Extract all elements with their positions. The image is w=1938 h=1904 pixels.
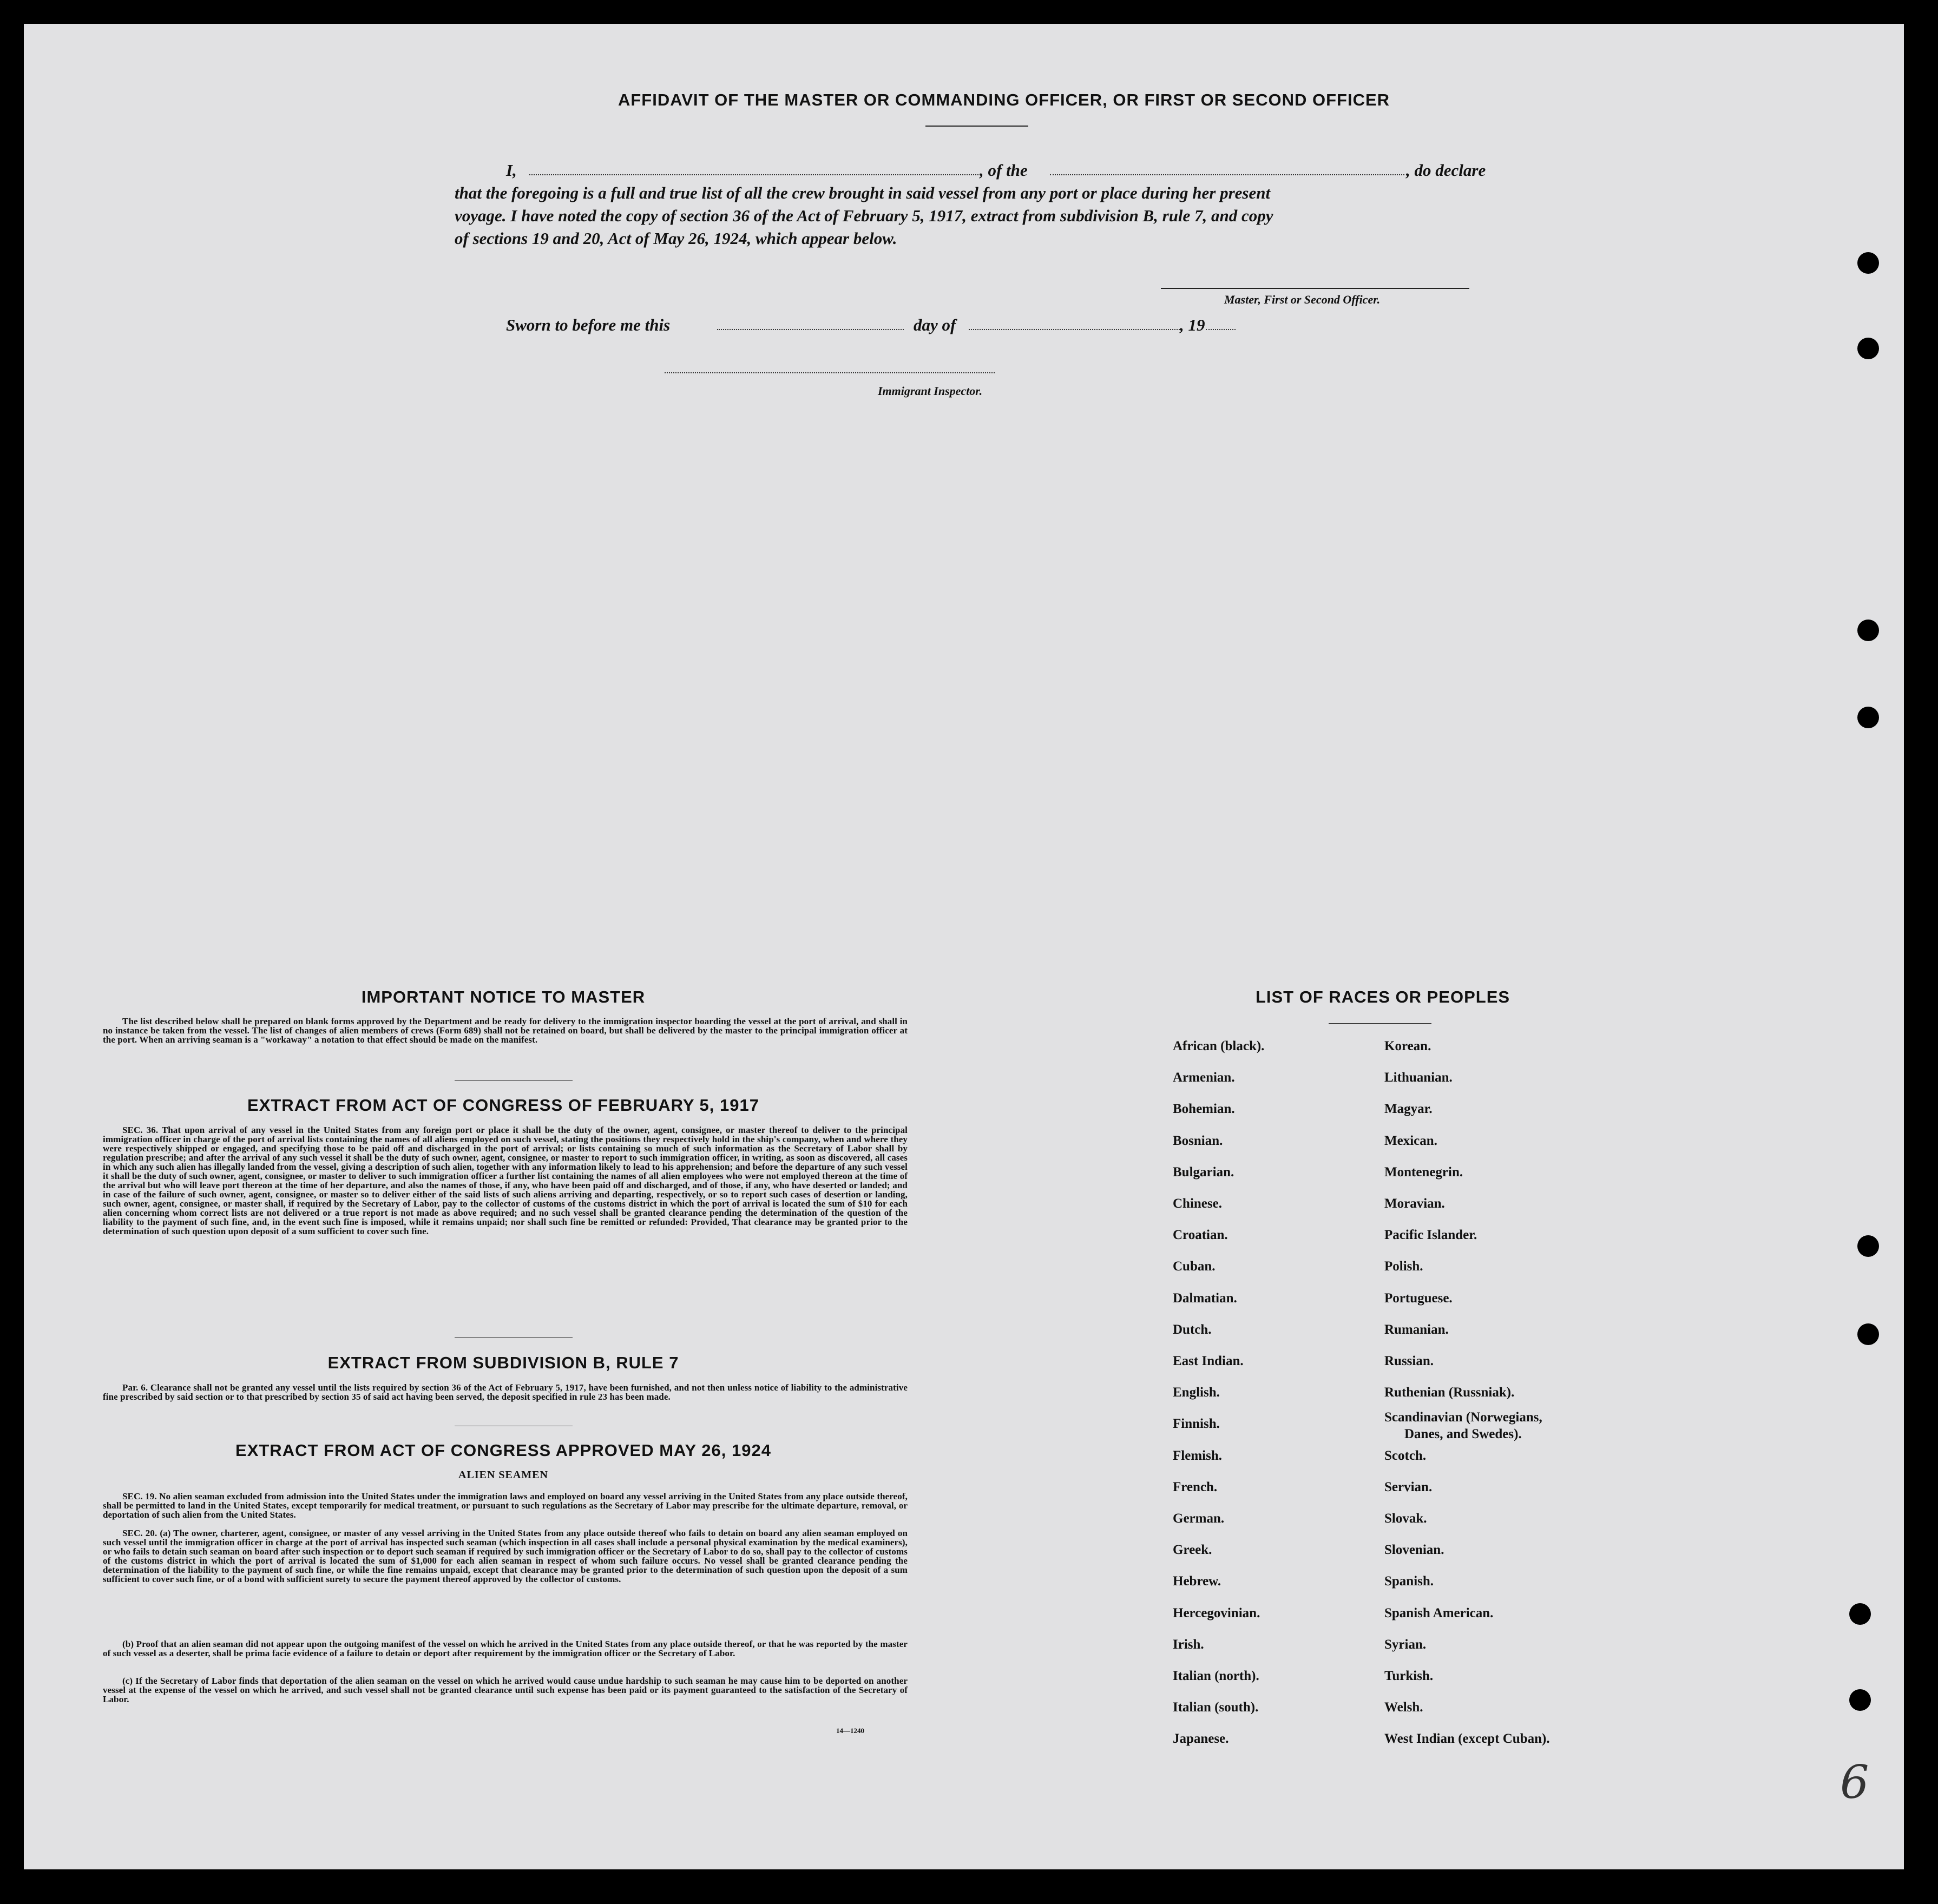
affidavit-do-declare: , do declare (1406, 161, 1486, 180)
race-item: German. (1173, 1511, 1225, 1526)
binder-hole-5 (1857, 1235, 1879, 1257)
races-underline (1329, 1023, 1431, 1024)
race-item: French. (1173, 1479, 1218, 1494)
race-item: Lithuanian. (1384, 1070, 1453, 1085)
race-item: Bohemian. (1173, 1102, 1235, 1117)
affidavit-i: I, (506, 161, 517, 180)
race-item: Croatian. (1173, 1228, 1228, 1243)
race-item: Polish. (1384, 1259, 1423, 1274)
binder-hole-4 (1857, 707, 1879, 728)
extract-1924-sec19: SEC. 19. No alien seaman excluded from admission into the United States under the immigration laws and employed on board any vessel arriving in the United States from any place outside thereof, shall be permitted to land in the United States, except temporarily for medical treatment, or pursuant to such regulations as the Secretary of Labor may prescribe for the ultimate departure, removal, or deportation of such alien from the United States. (103, 1491, 908, 1520)
extract-1917-body: SEC. 36. That upon arrival of any vessel in the United States from any foreign port or place it shall be the duty of the owner, agent, consignee, or master thereof to deliver to the principal immigration officer in charge of the port of arrival lists containing the names of all aliens employed on such vessel, stating the positions they respectively hold in the ship's company, when and where they were respectively shipped or engaged, and specifying those to be paid off and discharged in the port of arrival; or lists containing so much of such information as the Secretary of Labor shall by regulation prescribe; and after the arrival of any such vessel it shall be the duty of such owner, agent, consignee, or master to report to such immigration officer, in writing, as soon as discovered, all cases in which any such alien has illegally landed from the vessel, giving a description of such alien, together with any information likely to lead to his apprehension; and before the departure of any such vessel it shall be the duty of such owner, agent, consignee, or master to deliver to such immigration officer a further list containing the names of all alien employees who were not employed thereon at the time of the arrival but who will leave port thereon at the time of her departure, and also the names of those, if any, who have been paid off and discharged, and of those, if any, who have deserted or landed; and in case of the failure of such owner, agent, consignee, or master so to deliver either of the said lists of such aliens arriving and departing, respectively, or so to report such cases of desertion or landing, such owner, agent, consignee, or master shall, if required by the Secretary of Labor, pay to the collector of customs of the customs district in which the port of arrival is located the sum of $10 for each alien concerning whom correct lists are not delivered or a true report is not made as above required; and no such vessel shall be granted clearance pending the determination of the question of the liability to the payment of such fine, and, in the event such fine is imposed, while it remains unpaid; nor shall such fine be remitted or refunded: Provided, That clearance may be granted prior to the determination of such question upon deposit of a sum sufficient to cover such fine. (103, 1125, 908, 1236)
affidavit-title: AFFIDAVIT OF THE MASTER OR COMMANDING OFFICER, OR FIRST OR SECOND OFFICER (617, 90, 1390, 109)
race-item: Magyar. (1384, 1102, 1433, 1117)
race-item: Japanese. (1173, 1731, 1229, 1747)
race-item: Bulgarian. (1173, 1164, 1234, 1180)
race-item: Chinese. (1173, 1196, 1222, 1211)
race-item: Ruthenian (Russniak). (1384, 1385, 1515, 1400)
race-item: Turkish. (1384, 1669, 1434, 1683)
race-item: Servian. (1384, 1479, 1433, 1494)
race-item: Rumanian. (1384, 1322, 1449, 1337)
race-item: Moravian. (1384, 1196, 1445, 1211)
race-item: Italian (south). (1173, 1700, 1259, 1715)
race-item: Slovenian. (1384, 1543, 1444, 1558)
race-item: African (black). (1173, 1039, 1265, 1053)
master-signature-label: Master, First or Second Officer. (1224, 293, 1381, 306)
race-item: Hercegovinian. (1173, 1605, 1260, 1620)
document-page (24, 24, 1904, 1869)
binder-hole-3 (1857, 620, 1879, 641)
binder-hole-6 (1857, 1323, 1879, 1345)
race-item: Portuguese. (1384, 1290, 1453, 1306)
sworn-year: , 19 (1180, 315, 1205, 334)
race-item: Pacific Islander. (1384, 1228, 1477, 1243)
race-item: Armenian. (1173, 1070, 1235, 1085)
vessel-blank[interactable] (1050, 174, 1404, 175)
race-item: Bosnian. (1173, 1133, 1223, 1148)
race-item: Finnish. (1173, 1417, 1220, 1432)
race-item: Greek. (1173, 1543, 1212, 1558)
race-item: Mexican. (1384, 1133, 1437, 1148)
extract-1924-title: EXTRACT FROM ACT OF CONGRESS APPROVED MAY 26, 1924 (235, 1441, 771, 1460)
title-underline (925, 126, 1028, 127)
race-item: Spanish. (1384, 1574, 1434, 1589)
master-signature-line[interactable] (1161, 288, 1469, 289)
race-item: Korean. (1384, 1039, 1431, 1053)
handwritten-mark: 6 (1840, 1756, 1869, 1809)
race-item: Scotch. (1384, 1448, 1427, 1463)
race-item: Spanish American. (1384, 1605, 1494, 1620)
sworn-day-blank[interactable] (717, 329, 904, 330)
sworn-year-blank[interactable] (1206, 329, 1236, 330)
name-blank[interactable] (529, 174, 978, 175)
affidavit-line-4: of sections 19 and 20, Act of May 26, 1924, which appear below. (455, 229, 897, 248)
affidavit-line-3: voyage. I have noted the copy of section 36 of the Act of February 5, 1917, extract from subdivision B, rule 7, and copy (455, 206, 1273, 225)
extract-1924-sec20c: (c) If the Secretary of Labor finds that deportation of the alien seaman on the vessel on which he arrived would cause undue hardship to such seaman he may cause him to be deported on another vessel at the expense of the vessel on which he arrived, and such vessel shall not be granted clearance until such expense has been paid or its payment guaranteed to the satisfaction of the Secretary of Labor. (103, 1676, 908, 1704)
sworn-month-blank[interactable] (969, 329, 1180, 330)
race-item: English. (1173, 1385, 1220, 1400)
race-item: Scandinavian (Norwegians, (1384, 1410, 1542, 1425)
binder-hole-2 (1857, 338, 1879, 359)
races-title: LIST OF RACES OR PEOPLES (1255, 987, 1510, 1006)
affidavit-of-the: , of the (980, 161, 1028, 180)
race-item: Italian (north). (1173, 1669, 1259, 1683)
extract-1917-title: EXTRACT FROM ACT OF CONGRESS OF FEBRUARY 5, 1917 (247, 1096, 759, 1115)
extract-1924-sec20a: SEC. 20. (a) The owner, charterer, agent, consignee, or master of any vessel arriving in the United States from any place outside thereof who fails to detain on board any alien seaman employed on such vessel until the immigration officer in charge at the port of arrival has inspected such seaman (which inspection in all cases shall include a personal physical examination by the medical examiners), or who fails to detain such seaman on board after such inspection or to deport such seaman if required by such immigration officer or the Secretary of Labor to do so, shall pay to the collector of customs of the customs district in which the port of arrival is located the sum of $1,000 for each alien seaman in respect of whom such failure occurs. No vessel shall be granted clearance pending the determination of the liability to the payment of such fine, or while the fine remains unpaid, except that clearance may be granted prior to the determination of such question upon the deposit of a sum sufficient to cover such fine, or of a bond with sufficient surety to secure the payment thereof approved by the collector of customs. (103, 1528, 908, 1584)
race-item: Hebrew. (1173, 1574, 1221, 1589)
race-item: Irish. (1173, 1637, 1204, 1652)
race-item: West Indian (except Cuban). (1384, 1731, 1550, 1747)
notice-title: IMPORTANT NOTICE TO MASTER (361, 987, 646, 1006)
extract-rule7-title: EXTRACT FROM SUBDIVISION B, RULE 7 (327, 1353, 679, 1372)
race-item: Montenegrin. (1384, 1164, 1463, 1180)
race-item: Cuban. (1173, 1259, 1216, 1274)
extract-1924-sec20b: (b) Proof that an alien seaman did not appear upon the outgoing manifest of the vessel on which he arrived in the United States from any place outside thereof, or that he was reported by the master of such vessel as a deserter, shall be prima facie evidence of a failure to detain or deport after requirement by the immigration officer or the Secretary of Labor. (103, 1639, 908, 1658)
race-item: Welsh. (1384, 1700, 1423, 1715)
affidavit-line-2: that the foregoing is a full and true list of all the crew brought in said vessel from any port or place during her present (455, 183, 1271, 202)
extract-rule7-body: Par. 6. Clearance shall not be granted any vessel until the lists required by section 36 of the Act of February 5, 1917, have been furnished, and not then unless notice of liability to the administrative fine prescribed by said section or to that prescribed by section 35 of said act having been served, the deposit specified in rule 23 has been made. (103, 1382, 908, 1402)
notice-body: The list described below shall be prepared on blank forms approved by the Department and be ready for delivery to the immigration inspector boarding the vessel at the port of arrival, and shall in no instance be taken from the vessel. The list of changes of alien members of crews (Form 689) shall not be retained on board, but shall be delivered by the master to the principal immigration officer at the port. When an arriving seaman is a "workaway" a notation to that effect should be made on the manifest. (103, 1016, 908, 1045)
sworn-prefix: Sworn to before me this (506, 315, 671, 334)
race-item: Syrian. (1384, 1637, 1427, 1652)
race-item-scandinavian-cont: Danes, and Swedes). (1404, 1427, 1522, 1441)
race-item: East Indian. (1173, 1354, 1244, 1368)
race-item: Flemish. (1173, 1448, 1222, 1463)
race-item: Slovak. (1384, 1511, 1427, 1526)
extract-1924-subtitle: ALIEN SEAMEN (458, 1469, 548, 1481)
binder-hole-1 (1857, 252, 1879, 274)
divider-1 (455, 1080, 573, 1081)
binder-hole-8 (1849, 1689, 1871, 1711)
inspector-signature-line[interactable] (665, 372, 995, 373)
binder-hole-7 (1849, 1603, 1871, 1625)
form-number: 14—1240 (836, 1727, 864, 1735)
race-item: Dalmatian. (1173, 1290, 1237, 1306)
inspector-label: Immigrant Inspector. (878, 384, 983, 398)
race-item: Dutch. (1173, 1322, 1212, 1337)
sworn-day-of: day of (914, 315, 956, 334)
race-item: Russian. (1384, 1354, 1434, 1368)
